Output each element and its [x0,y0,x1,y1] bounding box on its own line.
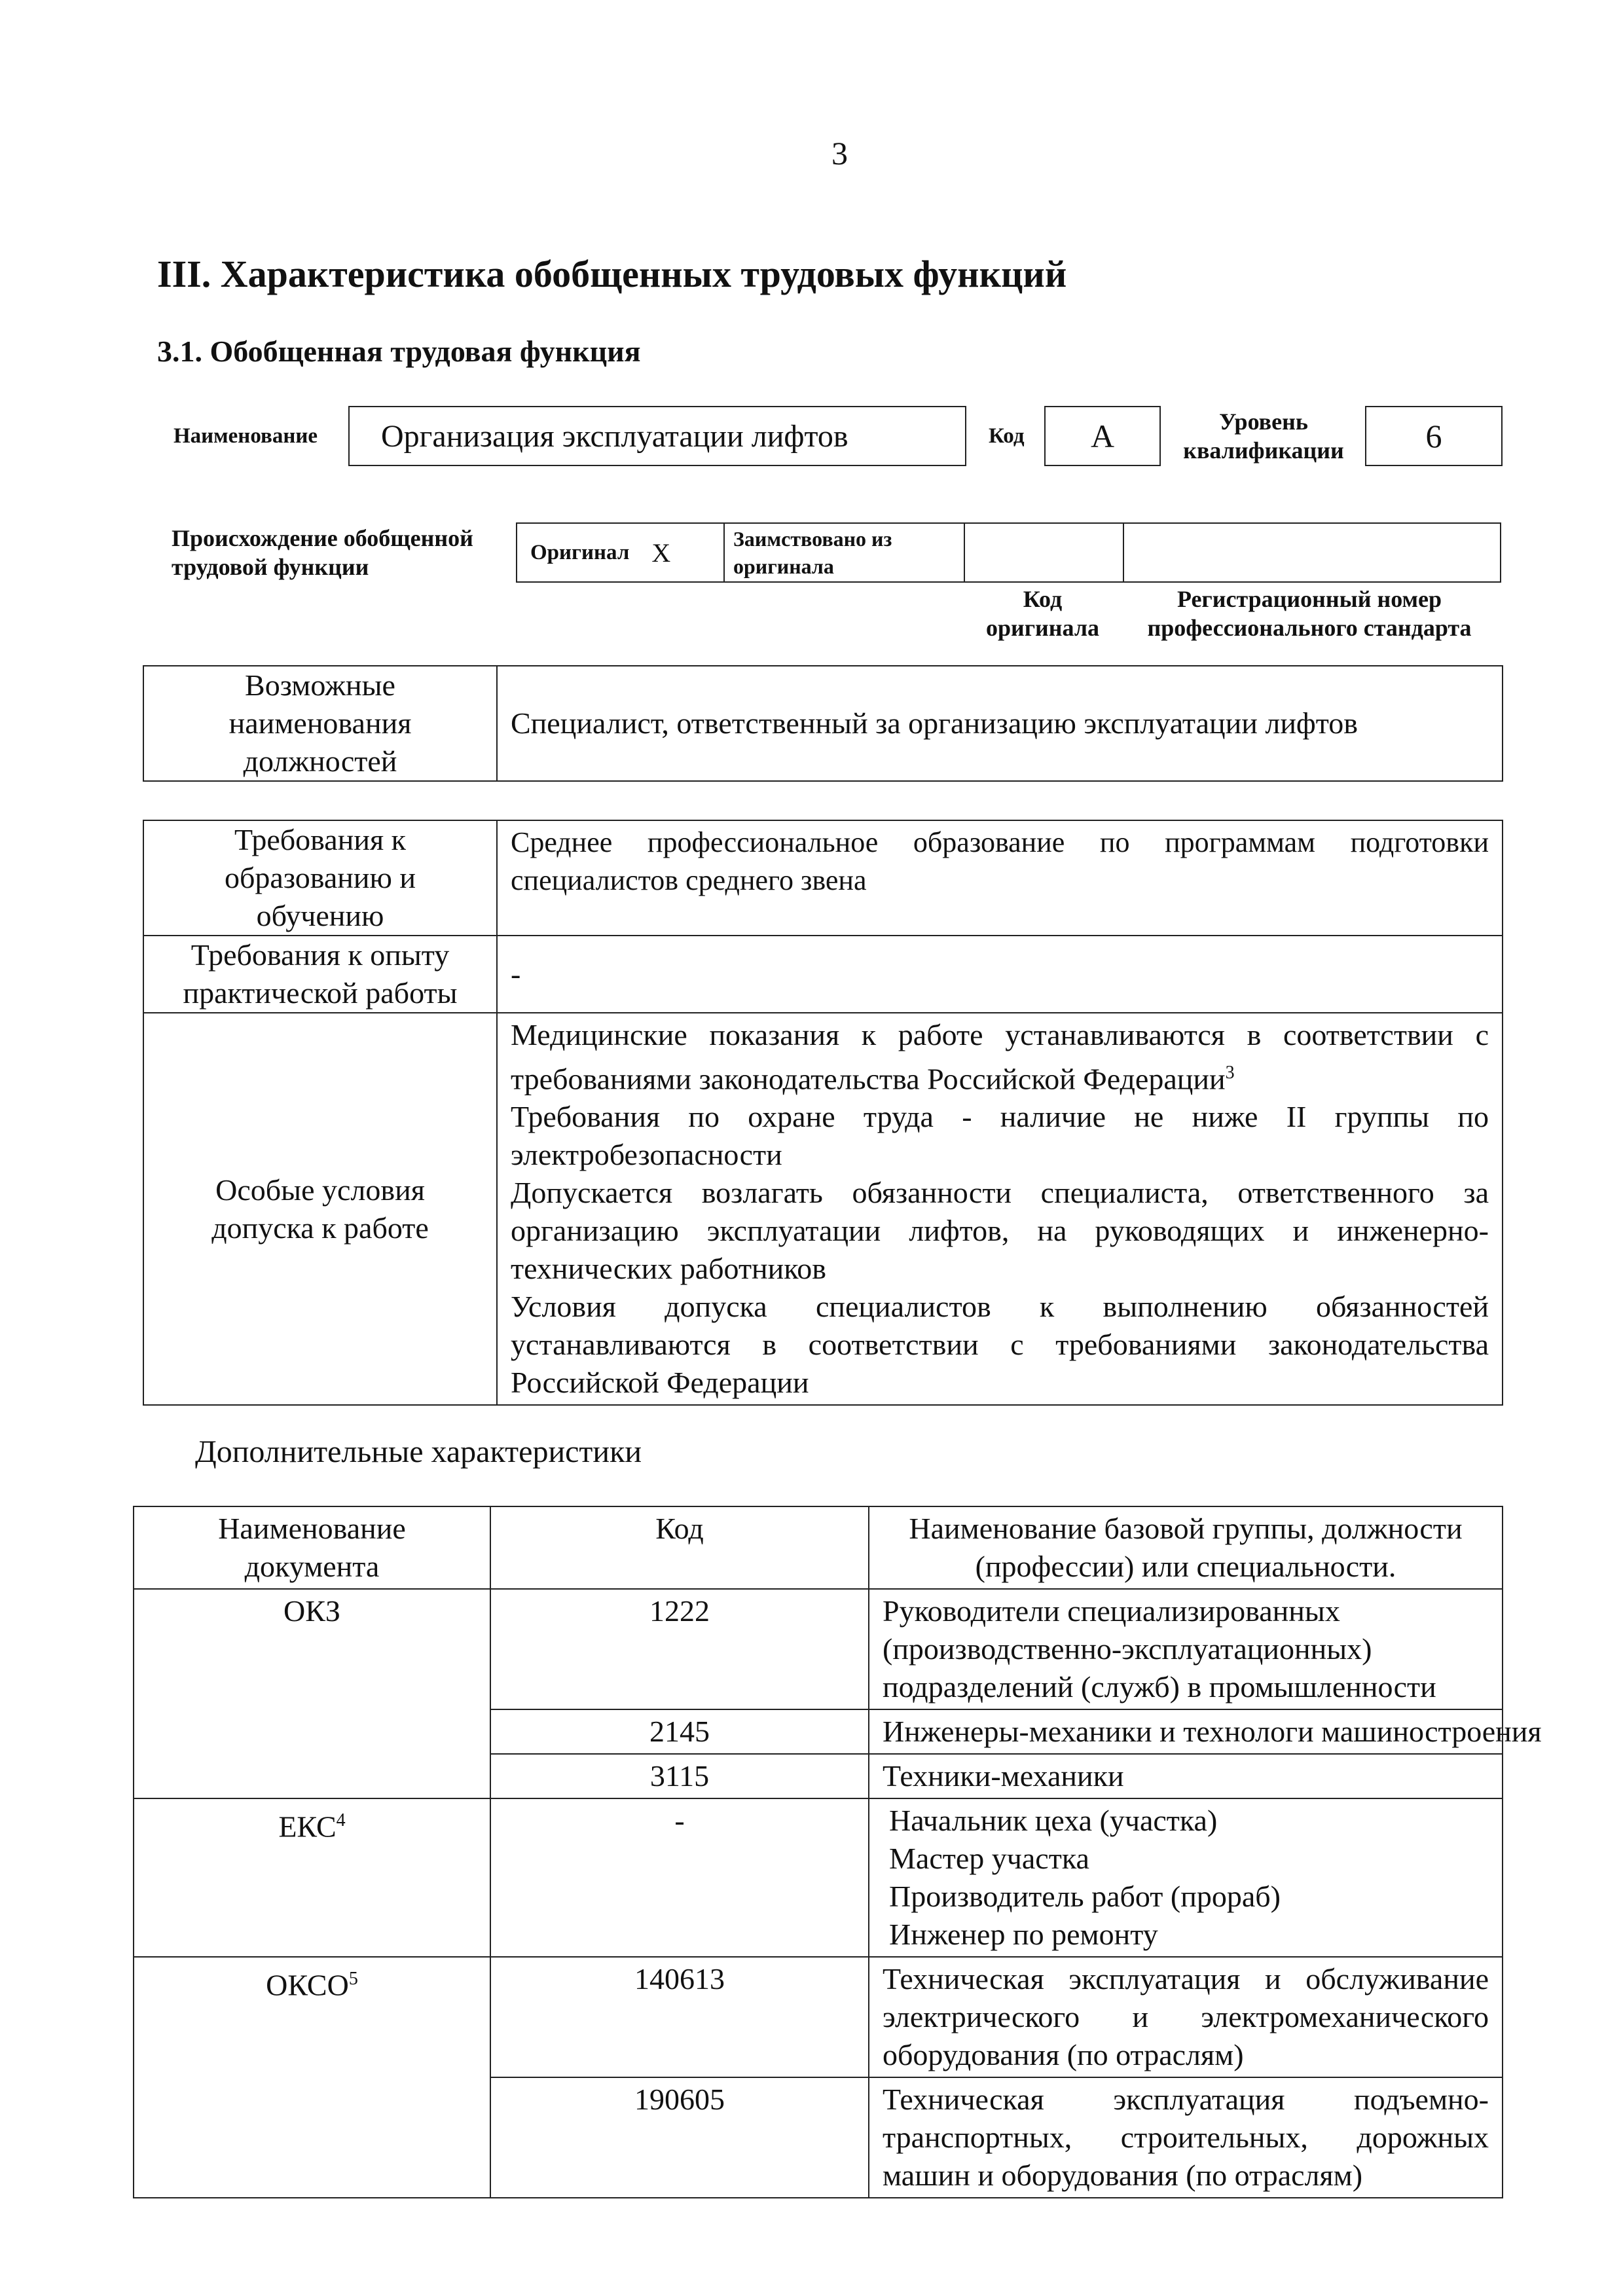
okz-doc: ОКЗ [134,1589,490,1798]
function-code-box [1044,406,1161,466]
okso-code-1: 140613 [490,1957,869,2077]
function-name-box [348,406,966,466]
qualification-level: 6 [1425,418,1442,454]
special-3: Допускается возлагать обязанности специалиста, ответственного за организацию эксплуатации лифтов, на руководящих и инженерно-технических работников [511,1176,1489,1286]
okso-doc: ОКСО$^5$ [134,1957,490,2198]
table-row [134,1506,1503,1589]
special-label: Особые условия допуска к работе [143,1013,497,1405]
table-row [143,936,1503,1013]
okz-code-1: 1222 [490,1589,869,1709]
experience-label: Требования к опыту практической работы [143,936,497,1013]
section-title: III. Характеристика обобщенных трудовых функций [157,253,1067,295]
special-2: Требования по охране труда - наличие не ниже II группы по электробезопасности [511,1100,1489,1172]
function-name: Организация эксплуатации лифтов [381,418,848,454]
eks-names: Начальник цеха (участка) Мастер участка Производитель работ (прораб) Инженер по ремонту [869,1798,1503,1957]
eks-doc: ЕКС$^4$ [134,1798,490,1957]
positions-value: Специалист, ответственный за организацию эксплуатации лифтов [497,666,1503,781]
okso-code-2: 190605 [490,2077,869,2198]
table-row [143,1013,1503,1405]
experience-value: - [497,936,1503,1013]
additional-title: Дополнительные характеристики [195,1434,642,1469]
okz-name-1: Руководители специализированных (производственно-эксплуатационных) подразделений (служб) в промышленности [869,1589,1503,1709]
okso-name-2: Техническая эксплуатация подъемно-транспортных, строительных, дорожных машин и оборудования (по отраслям) [869,2077,1503,2198]
okz-code-3: 3115 [490,1754,869,1798]
okso-name-1: Техническая эксплуатация и обслуживание электрического и электромеханического оборудования (по отраслям) [869,1957,1503,2077]
level-label: Уровень квалификации [1183,409,1344,464]
additional-table [133,1506,1542,2198]
function-code: А [1090,418,1115,454]
special-4: Условия допуска специалистов к выполнению обязанностей устанавливаются в соответствии с требованиями законодательства Российской Федерации [511,1290,1489,1400]
requirements-table [143,820,1503,1406]
origin-box [516,522,1501,583]
education-value: Среднее профессиональное образование по программам подготовки специалистов среднего звена [497,820,1503,936]
table-row [134,1798,1503,1957]
table-row [134,1589,1503,1709]
page-number: 3 [831,135,848,172]
qualification-level-box [1365,406,1503,466]
code-label: Код [989,424,1025,448]
header-name: Наименование базовой группы, должности (профессии) или специальности. [869,1506,1503,1589]
original-mark: Х [651,538,671,568]
okz-name-3: Техники-механики [869,1754,1503,1798]
borrowed-cell: Заимствовано из оригинала [733,527,892,578]
positions-table [143,665,1503,782]
header-document: Наименование документа [134,1506,490,1589]
okz-name-2: Инженеры-механики и технологи машиностроения [869,1709,1503,1754]
original-cell: Оригинал Х [530,538,671,568]
registration-caption: Регистрационный номер профессионального стандарта [1147,586,1472,641]
education-label: Требования к образованию и обучению [143,820,497,936]
subsection-title: 3.1. Обобщенная трудовая функция [157,335,641,368]
header-code: Код [490,1506,869,1589]
origin-label: Происхождение обобщенной трудовой функции [172,525,473,580]
special-1: Медицинские показания к работе устанавливаются в соответствии с требованиями законодательства Российской Федерации$^3$ [511,1018,1489,1096]
table-row [143,820,1503,936]
table-row [134,1957,1503,2077]
positions-label: Возможные наименования должностей [143,666,497,781]
okz-code-2: 2145 [490,1709,869,1754]
table-row [143,666,1503,781]
eks-code: - [490,1798,869,1957]
special-conditions [497,1013,1503,1405]
name-label: Наименование [173,424,318,448]
original-code-caption: Код оригинала [985,586,1100,641]
